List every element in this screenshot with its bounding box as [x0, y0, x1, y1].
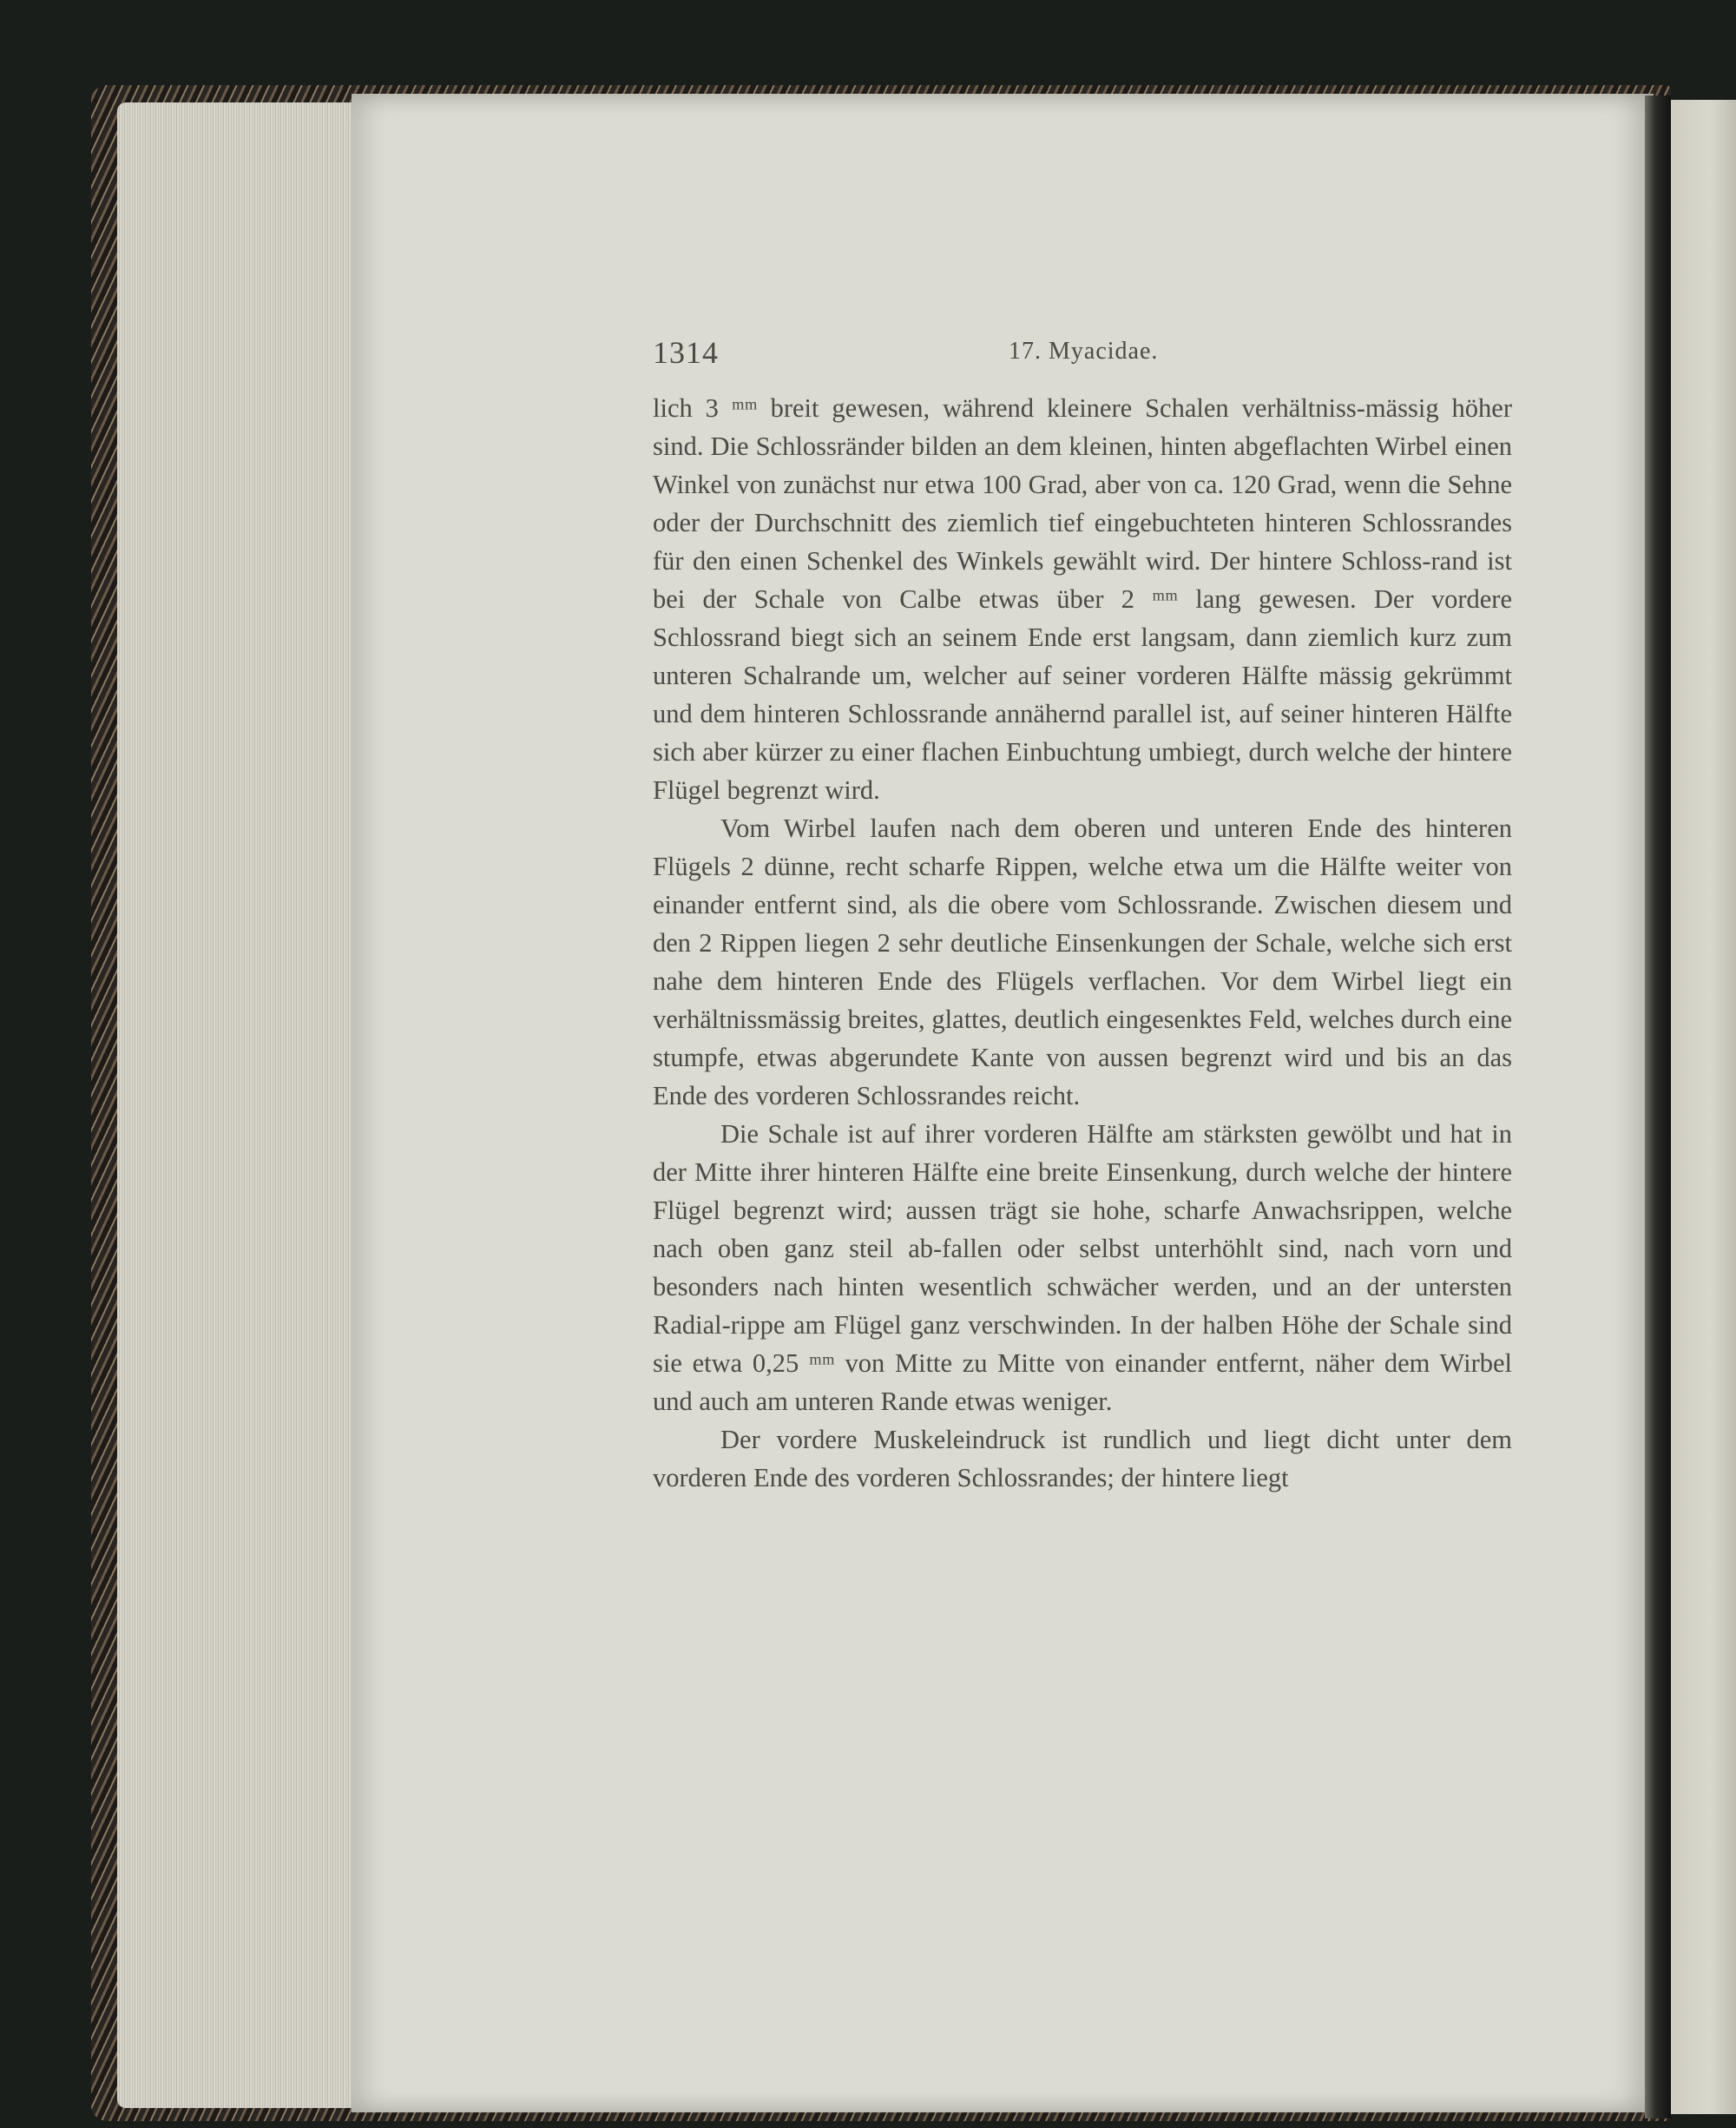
running-head: 17. Myacidae.	[1009, 338, 1159, 365]
paragraph: Der vordere Muskeleindruck ist rundlich und liegt dicht unter dem vorderen Ende des vorderen Schlossrandes; der hintere liegt	[653, 1425, 1512, 1492]
body-text	[653, 389, 1512, 1497]
paragraph: Vom Wirbel laufen nach dem oberen und unteren Ende des hinteren Flügels 2 dünne, recht scharfe Rippen, welche etwa um die Hälfte weiter von einander entfernt sind, als die obere vom Schlossrande. Zwischen diesem und den 2 Rippen liegen 2 sehr deutliche Einsenkungen der Schale, welche sich erst nahe dem hinteren Ende des Flügels verflachen. Vor dem Wirbel liegt ein verhältnissmässig breites, glattes, deutlich eingesenktes Feld, welches durch eine stumpfe, etwas abgerundete Kante von aussen begrenzt wird und bis an das Ende des vorderen Schlossrandes reicht.	[653, 814, 1512, 1110]
paragraph: Die Schale ist auf ihrer vorderen Hälfte am stärksten gewölbt und hat in der Mitte ihrer hinteren Hälfte eine breite Einsenkung, durch welche der hintere Flügel begrenzt wird; aussen trägt sie hohe, scharfe Anwachsrippen, welche nach oben ganz steil ab-fallen oder selbst unterhöhlt sind, nach vorn und besonders nach hinten wesentlich schwächer werden, und an der untersten Radial-rippe am Flügel ganz verschwinden. In der halben Höhe der Schale sind sie etwa 0,25 ᵐᵐ von Mitte zu Mitte von einander entfernt, näher dem Wirbel und auch am unteren Rande etwas weniger.	[653, 1119, 1512, 1416]
facing-page-edge	[1671, 100, 1736, 2114]
paragraph: lich 3 ᵐᵐ breit gewesen, während kleinere Schalen verhältniss-mässig höher sind. Die Schlossränder bilden an dem kleinen, hinten abgeflachten Wirbel einen Winkel von zunächst nur etwa 100 Grad, aber von ca. 120 Grad, wenn die Sehne oder der Durchschnitt des ziemlich tief eingebuchteten hinteren Schlossrandes für den einen Schenkel des Winkels gewählt wird. Der hintere Schloss-rand ist bei der Schale von Calbe etwas über 2 ᵐᵐ lang gewesen. Der vordere Schlossrand biegt sich an seinem Ende erst langsam, dann ziemlich kurz zum unteren Schalrande um, welcher auf seiner vorderen Hälfte mässig gekrümmt und dem hinteren Schlossrande annähernd parallel ist, auf seiner hinteren Hälfte sich aber kürzer zu einer flachen Einbuchtung umbiegt, durch welche der hintere Flügel begrenzt wird.	[653, 393, 1512, 805]
page-header	[653, 334, 1512, 372]
page-number: 1314	[653, 335, 719, 370]
book-gutter	[1645, 96, 1671, 2118]
page-edges	[117, 102, 369, 2108]
